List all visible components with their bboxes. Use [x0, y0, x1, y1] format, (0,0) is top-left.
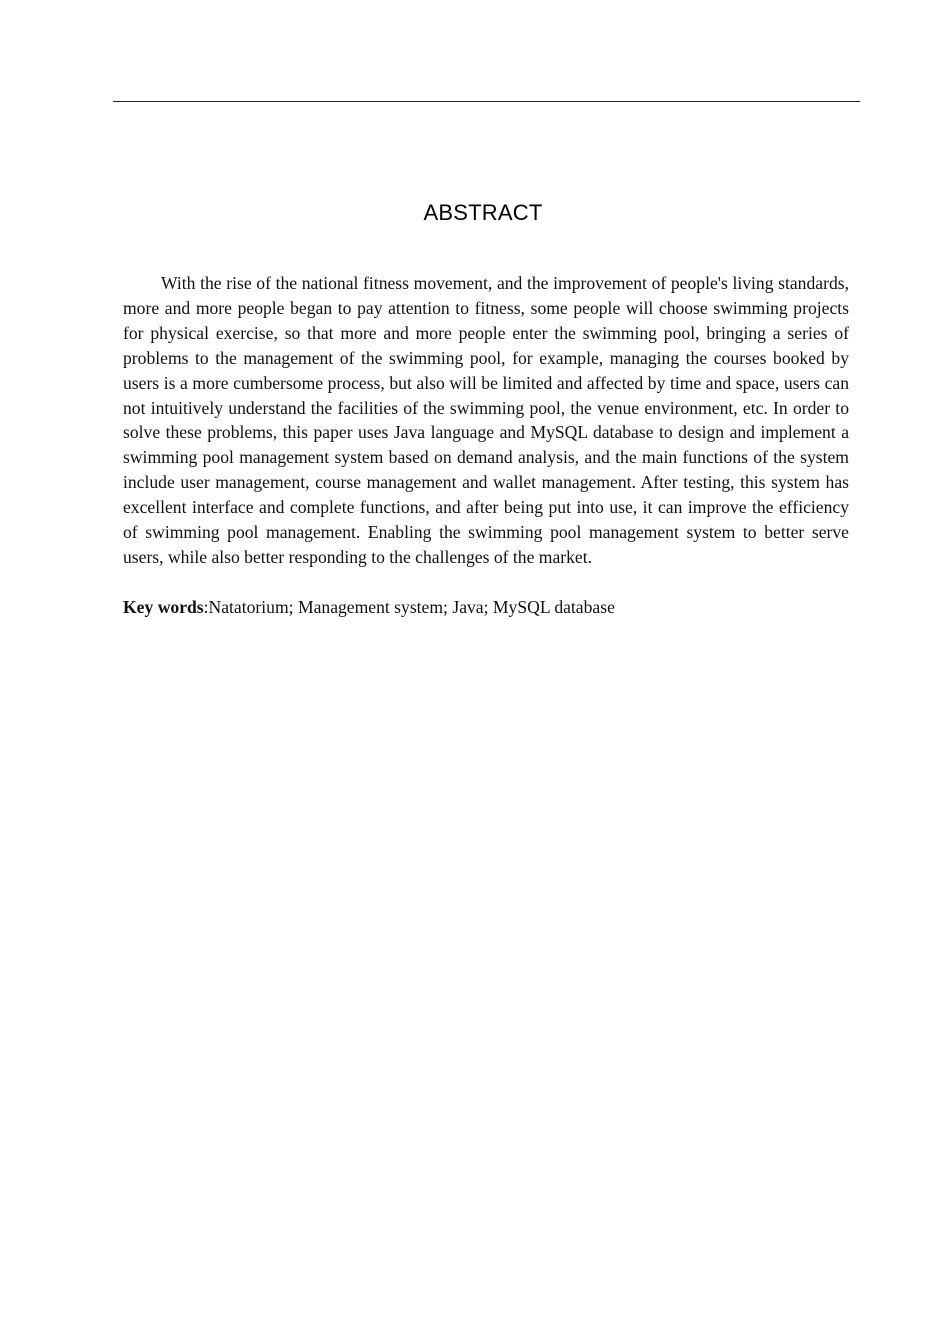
keywords-label: Key words [123, 597, 204, 617]
header-rule [113, 101, 860, 102]
abstract-paragraph: With the rise of the national fitness movement, and the improvement of people's living standards, more and more people began to pay attention to fitness, some people will choose swimming projects for physical exercise, so that more and more people enter the swimming pool, bringing a series of problems to the management of the swimming pool, for example, managing the courses booked by users is a more cumbersome process, but also will be limited and affected by time and space, users can not intuitively understand the facilities of the swimming pool, the venue environment, etc. In order to solve these problems, this paper uses Java language and MySQL database to design and implement a swimming pool management system based on demand analysis, and the main functions of the system include user management, course management and wallet management. After testing, this system has excellent interface and complete functions, and after being put into use, it can improve the efficiency of swimming pool management. Enabling the swimming pool management system to better serve users, while also better responding to the challenges of the market. [123, 273, 849, 567]
abstract-title: ABSTRACT [423, 200, 543, 225]
keywords-line [123, 595, 849, 620]
keywords-text: :Natatorium; Management system; Java; MySQL database [203, 597, 615, 617]
